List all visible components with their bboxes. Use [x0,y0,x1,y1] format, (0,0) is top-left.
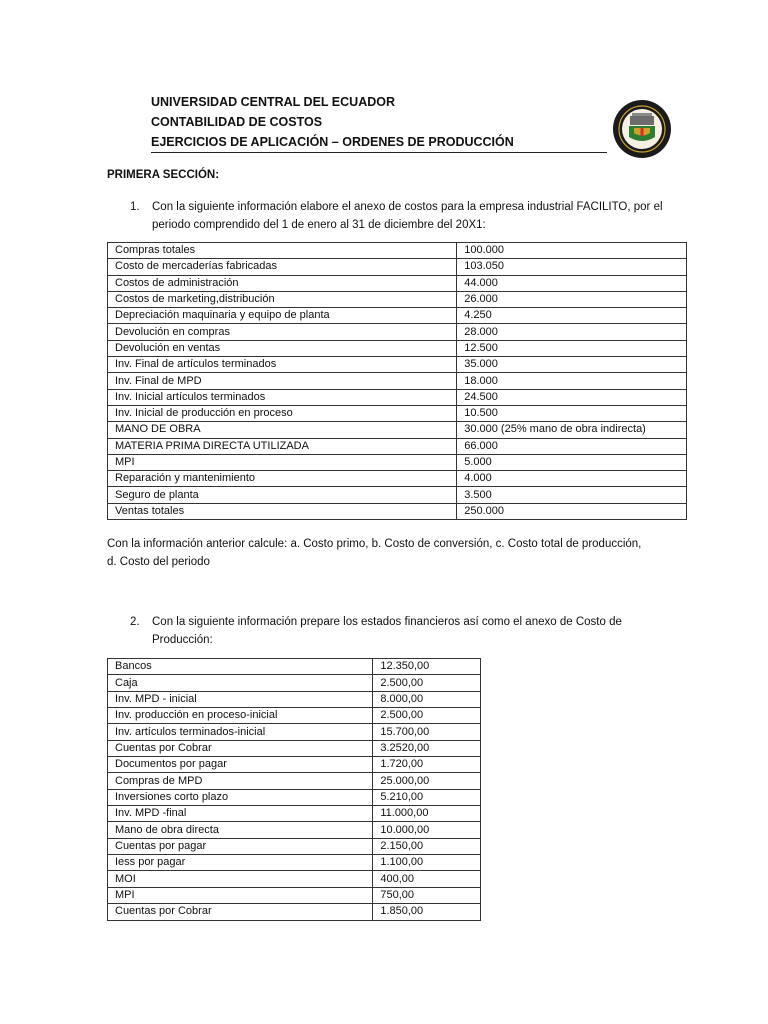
row-label: MPI [108,887,373,903]
row-label: Inv. MPD - inicial [108,691,373,707]
row-label: Compras totales [108,243,457,259]
row-value: 2.150,00 [373,838,481,854]
row-label: Seguro de planta [108,487,457,503]
question-number: 2. [130,616,140,628]
row-value: 18.000 [457,373,687,389]
row-label: Caja [108,675,373,691]
row-value: 1.720,00 [373,757,481,773]
row-label: Inv. Inicial de producción en proceso [108,405,457,421]
question-text [152,613,622,649]
row-value: 3.2520,00 [373,740,481,756]
row-value: 24.500 [457,389,687,405]
table-row [108,243,687,259]
row-label: Bancos [108,659,373,675]
table-row [108,871,481,887]
table-row [108,691,481,707]
table-row [108,438,687,454]
table-row [108,904,481,920]
row-label: MANO DE OBRA [108,422,457,438]
section-title: PRIMERA SECCIÓN: [107,169,220,181]
row-value: 3.500 [457,487,687,503]
row-label: Cuentas por Cobrar [108,904,373,920]
row-label: Documentos por pagar [108,757,373,773]
table-row [108,454,687,470]
table-row [108,373,687,389]
question-text-line: periodo comprendido del 1 de enero al 31 de diciembre del 20X1: [152,219,486,231]
course-name: CONTABILIDAD DE COSTOS [151,115,323,129]
exercise-title: EJERCICIOS DE APLICACIÓN – ORDENES DE PRODUCCIÓN [151,135,514,149]
row-value: 28.000 [457,324,687,340]
row-value: 750,00 [373,887,481,903]
table-row [108,503,687,519]
row-value: 12.500 [457,340,687,356]
row-label: MATERIA PRIMA DIRECTA UTILIZADA [108,438,457,454]
table-row [108,757,481,773]
instructions-line: d. Costo del periodo [107,556,210,568]
row-value: 10.500 [457,405,687,421]
row-label: Depreciación maquinaria y equipo de planta [108,308,457,324]
row-value: 35.000 [457,357,687,373]
row-label: Cuentas por Cobrar [108,740,373,756]
table-row [108,887,481,903]
table-row [108,822,481,838]
table-row [108,789,481,805]
row-value: 1.850,00 [373,904,481,920]
row-label: MPI [108,454,457,470]
instructions-line: Con la información anterior calcule: a. Costo primo, b. Costo de conversión, c. Costo total de producción, [107,538,642,550]
row-label: Costos de administración [108,275,457,291]
question-text-line: Con la siguiente información elabore el anexo de costos para la empresa industrial FACILITO, por el [152,201,663,213]
table-row [108,389,687,405]
table-row [108,471,687,487]
row-value: 15.700,00 [373,724,481,740]
row-value: 4.000 [457,471,687,487]
row-value: 5.000 [457,454,687,470]
row-value: 2.500,00 [373,708,481,724]
row-value: 5.210,00 [373,789,481,805]
table-row [108,308,687,324]
table-row [108,324,687,340]
table-row [108,806,481,822]
table-row [108,275,687,291]
row-value: 100.000 [457,243,687,259]
row-value: 1.100,00 [373,855,481,871]
row-label: Mano de obra directa [108,822,373,838]
row-label: Devolución en ventas [108,340,457,356]
row-label: Ventas totales [108,503,457,519]
table-row [108,740,481,756]
question-number: 1. [130,201,140,213]
table-row [108,659,481,675]
table-row [108,675,481,691]
row-value: 11.000,00 [373,806,481,822]
row-label: Inv. producción en proceso-inicial [108,708,373,724]
row-label: Costo de mercaderías fabricadas [108,259,457,275]
table-row [108,838,481,854]
row-label: Inv. Final de artículos terminados [108,357,457,373]
row-value: 8.000,00 [373,691,481,707]
document-header [151,92,606,152]
question-text-line: Producción: [152,634,213,646]
row-value: 25.000,00 [373,773,481,789]
row-value: 400,00 [373,871,481,887]
row-label: Inversiones corto plazo [108,789,373,805]
header-divider [151,152,607,153]
row-value: 44.000 [457,275,687,291]
table-row [108,357,687,373]
costs-table [107,242,687,520]
row-value: 10.000,00 [373,822,481,838]
instructions-text [107,535,667,571]
table-row [108,487,687,503]
table-row [108,708,481,724]
row-value: 2.500,00 [373,675,481,691]
table-row [108,259,687,275]
row-value: 250.000 [457,503,687,519]
university-seal-icon [612,99,672,159]
table-row [108,340,687,356]
row-label: Costos de marketing,distribución [108,291,457,307]
question-text [152,198,663,234]
row-label: Reparación y mantenimiento [108,471,457,487]
row-value: 26.000 [457,291,687,307]
row-label: Inv. MPD -final [108,806,373,822]
table-row [108,291,687,307]
accounts-table [107,658,481,921]
row-label: Cuentas por pagar [108,838,373,854]
row-label: Devolución en compras [108,324,457,340]
row-label: Inv. artículos terminados-inicial [108,724,373,740]
row-label: Inv. Final de MPD [108,373,457,389]
table-row [108,405,687,421]
table-row [108,855,481,871]
row-label: Inv. Inicial artículos terminados [108,389,457,405]
table-row [108,773,481,789]
row-value: 12.350,00 [373,659,481,675]
row-label: Compras de MPD [108,773,373,789]
table-row [108,724,481,740]
row-label: Iess por pagar [108,855,373,871]
question-text-line: Con la siguiente información prepare los estados financieros así como el anexo de Costo de [152,616,622,628]
row-value: 4.250 [457,308,687,324]
row-value: 103.050 [457,259,687,275]
university-name: UNIVERSIDAD CENTRAL DEL ECUADOR [151,95,396,109]
table-row [108,422,687,438]
row-value: 66.000 [457,438,687,454]
row-value: 30.000 (25% mano de obra indirecta) [457,422,687,438]
row-label: MOI [108,871,373,887]
